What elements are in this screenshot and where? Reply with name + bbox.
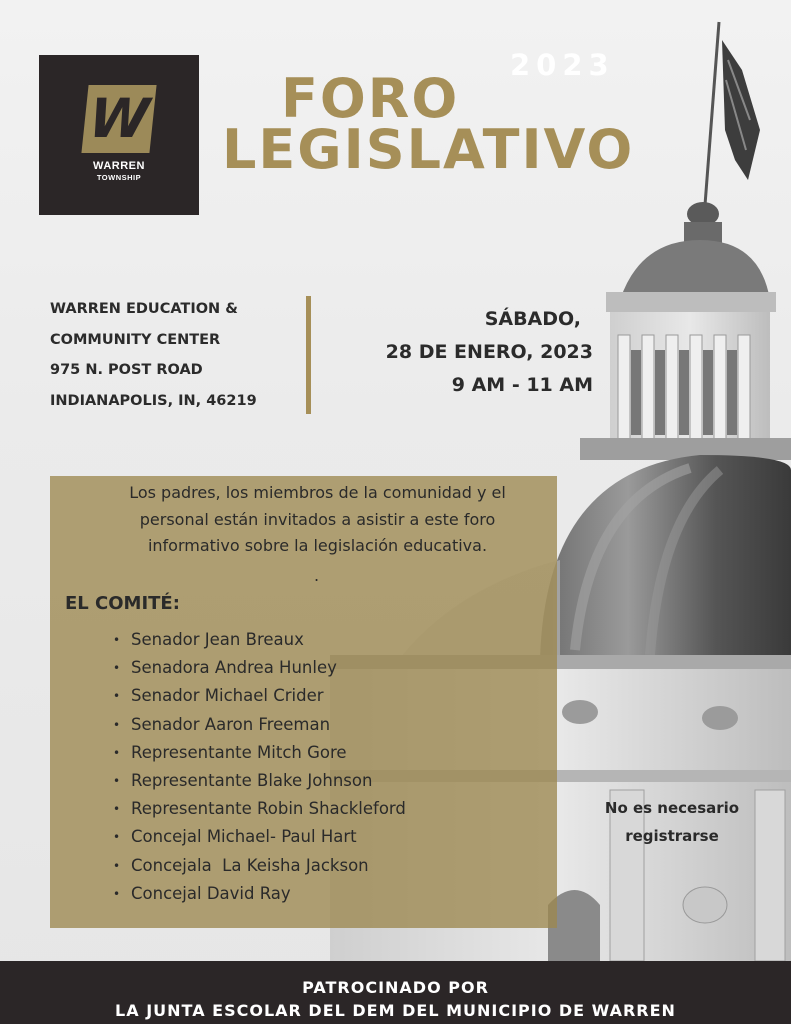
list-item [113,626,406,654]
member-name: Senador Michael Crider [131,686,324,706]
venue-line-3: 975 N. POST ROAD [50,362,203,378]
note-line-1: No es necesario [604,799,740,817]
event-datetime [300,303,593,402]
member-name: Representante Blake Johnson [131,771,373,791]
logo-name: WARREN [93,160,145,172]
list-item [113,654,406,682]
member-name: Concejal Michael- Paul Hart [131,827,357,847]
intro-text [60,480,575,560]
title-line-1: FORO [281,67,460,130]
bullet-icon: • [113,633,121,647]
title-line-2: LEGISLATIVO [222,118,635,181]
member-name: Senador Aaron Freeman [131,714,331,734]
intro-line-2: personal están invitados a asistir a este foro [139,509,496,529]
sponsor-footer [0,961,791,1024]
w-logo-mark: W [81,85,156,153]
venue-line-1: WARREN EDUCATION & [50,301,238,317]
event-date: 28 DE ENERO, 2023 [385,341,593,363]
committee-list [113,626,406,908]
list-item [113,795,406,823]
intro-line-1: Los padres, los miembros de la comunidad y el [129,483,506,502]
bullet-icon: • [113,830,121,845]
footer-line-2: LA JUNTA ESCOLAR DEL DEM DEL MUNICIPIO DE WARREN [115,1001,676,1020]
intro-line-3: informativo sobre la legislación educativa. [147,536,488,555]
bullet-icon: • [113,858,121,873]
stray-dot: . [314,566,320,585]
registration-note [586,794,758,850]
footer-line-1: PATROCINADO POR [302,978,489,997]
list-item [113,767,406,795]
list-item [113,823,406,851]
bullet-icon: • [113,774,121,789]
note-line-2: registrarse [625,827,719,845]
bullet-icon: • [113,689,121,704]
venue-line-2: COMMUNITY CENTER [50,331,221,348]
event-day: SÁBADO, [484,308,581,330]
committee-heading: EL COMITÉ: [65,593,180,614]
bullet-icon: • [113,745,121,760]
event-time: 9 AM - 11 AM [451,374,593,396]
member-name: Concejala La Keisha Jackson [131,855,369,875]
bullet-icon: • [113,886,121,901]
list-item [113,739,406,767]
warren-township-logo [39,55,199,215]
member-name: Concejal David Ray [131,883,291,903]
member-name: Senadora Andrea Hunley [131,658,337,678]
member-name: Representante Robin Shackleford [131,799,406,819]
list-item [113,682,406,710]
bullet-icon: • [113,717,121,732]
list-item [113,880,406,908]
event-year: 2023 [510,48,615,82]
member-name: Senador Jean Breaux [131,630,304,649]
venue-line-4: INDIANAPOLIS, IN, 46219 [50,392,257,409]
list-item [113,852,406,880]
logo-subtitle: TOWNSHIP [96,173,142,182]
bullet-icon: • [113,661,121,676]
bullet-icon: • [113,802,121,817]
list-item [113,711,406,739]
member-name: Representante Mitch Gore [131,742,347,762]
venue-address [50,294,300,416]
